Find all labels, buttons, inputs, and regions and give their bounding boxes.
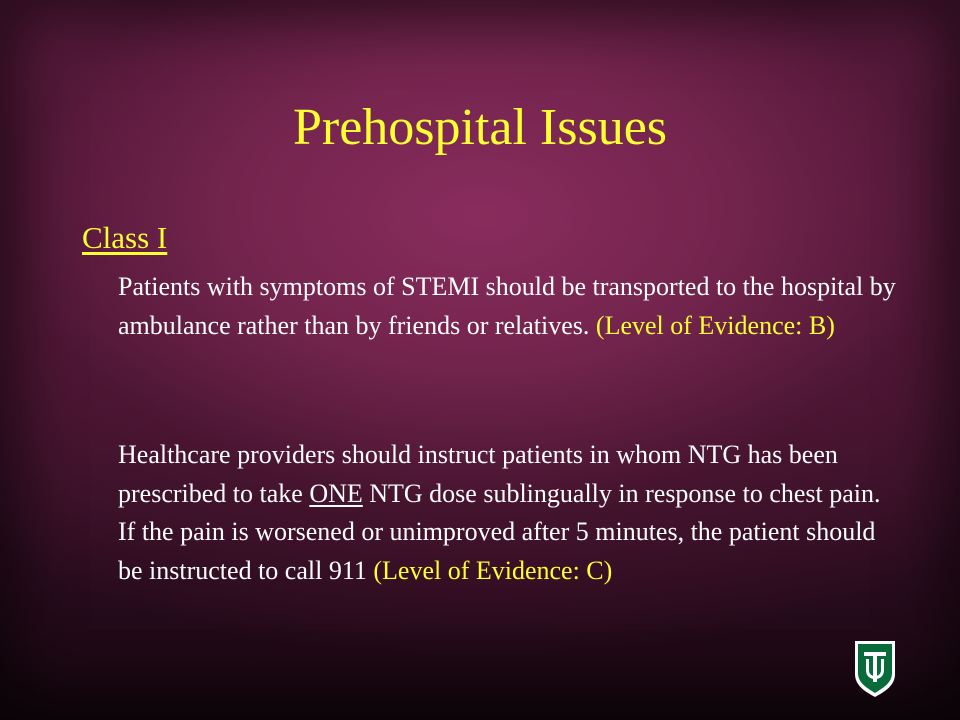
paragraph-1-evidence: (Level of Evidence: B) xyxy=(595,310,835,340)
paragraph-1-text: Patients with symptoms of STEMI should be transported to the hospital by ambulance rather than by friends or relatives. xyxy=(118,272,896,340)
tulane-shield-icon xyxy=(854,640,896,698)
paragraph-2-underlined: ONE xyxy=(309,478,363,508)
paragraph-2-text-before: Healthcare providers should instruct patients in whom NTG has been prescribed to take xyxy=(118,440,838,508)
paragraph-2-evidence: (Level of Evidence: C) xyxy=(373,555,613,585)
class-heading: Class I xyxy=(82,220,168,255)
paragraph-2-text-after: NTG dose sublingually in response to chest pain. If the pain is worsened or unimproved after 5 minutes, the patient should be instructed to call 911 xyxy=(118,478,881,585)
slide-title: Prehospital Issues xyxy=(292,99,668,156)
recommendation-paragraph-2 xyxy=(118,436,898,590)
recommendation-paragraph-1 xyxy=(118,268,898,345)
